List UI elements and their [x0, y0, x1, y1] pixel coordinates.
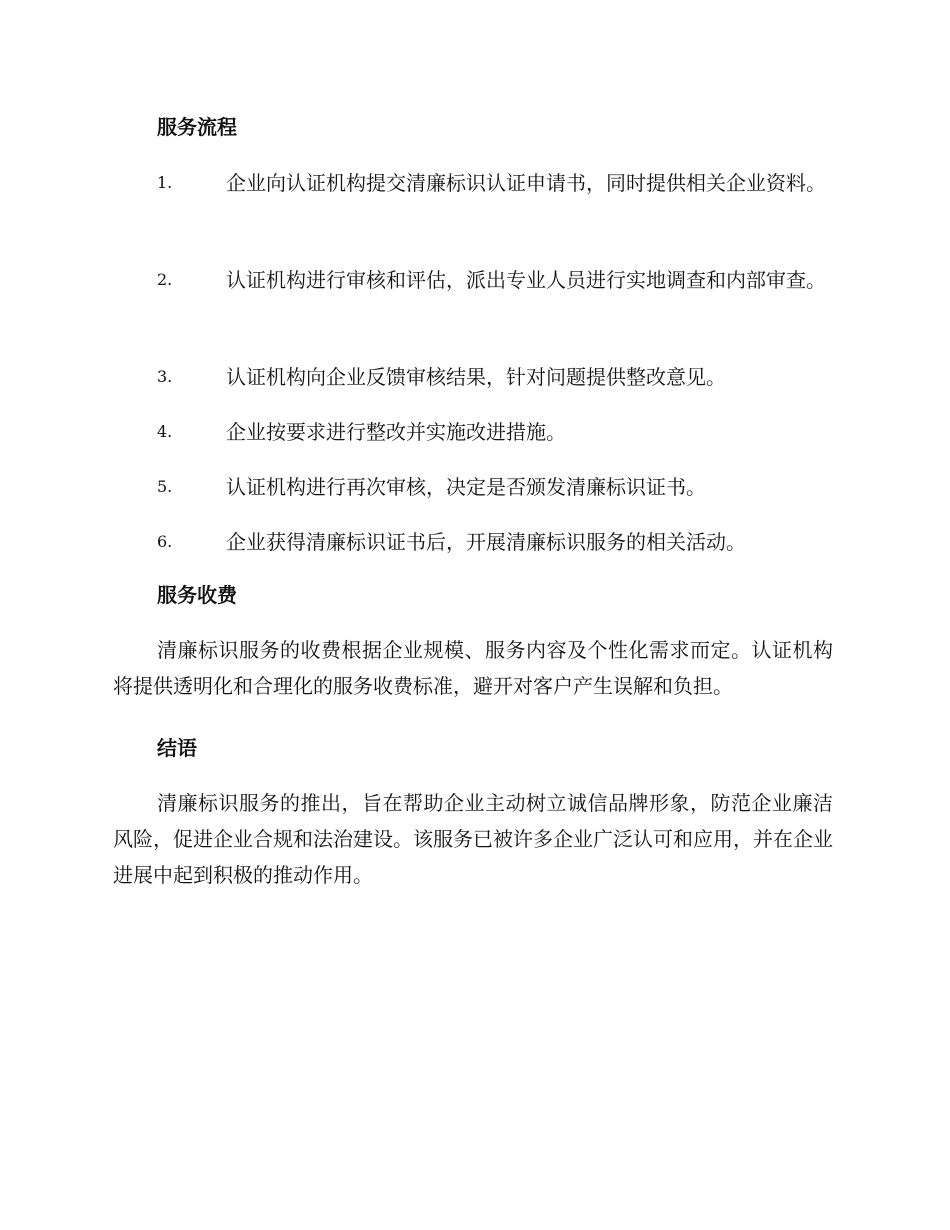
step-number: 5. — [157, 477, 173, 496]
process-step-5 — [113, 469, 833, 505]
process-step-3 — [113, 359, 833, 395]
process-step-4 — [113, 414, 833, 450]
fees-paragraph: 清廉标识服务的收费根据企业规模、服务内容及个性化需求而定。认证机构将提供透明化和合理化的服务收费标准，避开对客户产生误解和负担。 — [113, 638, 833, 698]
step-text: 企业获得清廉标识证书后，开展清廉标识服务的相关活动。 — [226, 530, 746, 554]
process-step-1 — [113, 165, 833, 201]
step-number: 4. — [157, 422, 173, 441]
step-text: 企业按要求进行整改并实施改进措施。 — [226, 420, 566, 444]
step-text: 认证机构进行再次审核，决定是否颁发清廉标识证书。 — [226, 475, 706, 499]
step-number: 3. — [157, 367, 173, 386]
section-heading-fees: 服务收费 — [157, 583, 237, 607]
step-number: 6. — [157, 532, 173, 551]
step-text: 认证机构向企业反馈审核结果，针对问题提供整改意见。 — [226, 365, 726, 389]
step-text: 认证机构进行审核和评估，派出专业人员进行实地调查和内部审查。 — [226, 268, 826, 292]
step-number: 1. — [157, 173, 173, 192]
conclusion-paragraph: 清廉标识服务的推出，旨在帮助企业主动树立诚信品牌形象，防范企业廉洁风险，促进企业合规和法治建设。该服务已被许多企业广泛认可和应用，并在企业进展中起到积极的推动作用。 — [113, 791, 833, 887]
section-heading-conclusion: 结语 — [157, 736, 197, 760]
process-step-2 — [113, 262, 833, 298]
section-heading-process: 服务流程 — [157, 115, 237, 139]
step-text: 企业向认证机构提交清廉标识认证申请书，同时提供相关企业资料。 — [226, 171, 826, 195]
process-step-6 — [113, 524, 833, 560]
step-number: 2. — [157, 270, 173, 289]
